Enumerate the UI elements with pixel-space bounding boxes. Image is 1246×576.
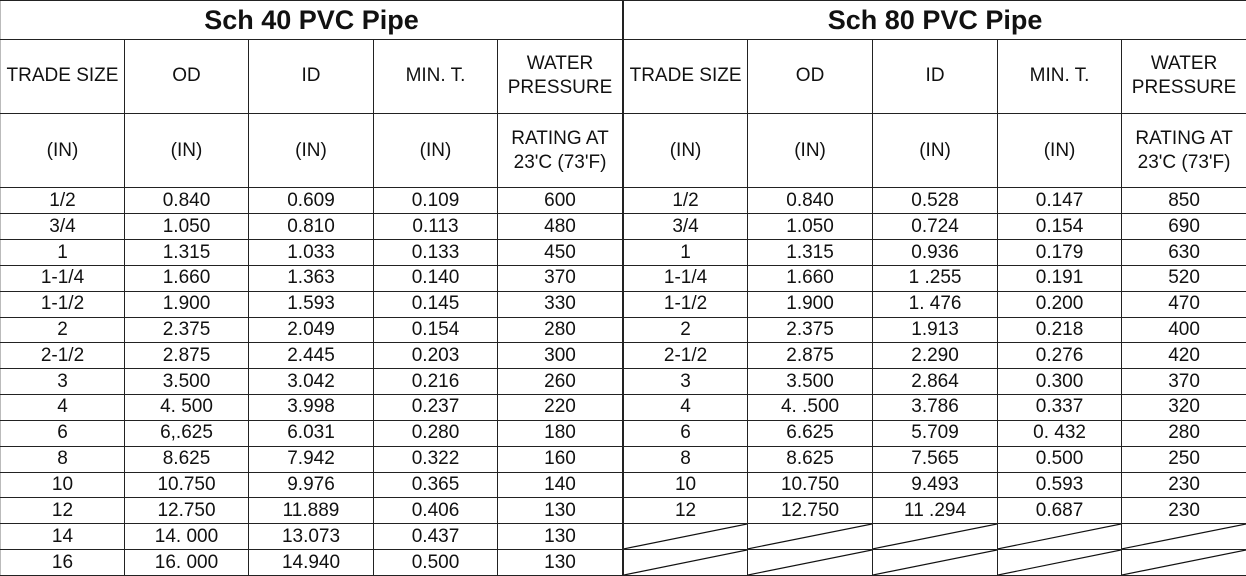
table-row [624,265,1246,291]
unit-pressure-rating: RATING AT 23'C (73'F) [1122,114,1246,188]
table-cell: 140 [498,472,623,498]
table-cell: 2.049 [249,317,374,343]
table-cell: 0.300 [998,369,1122,395]
table-cell: 230 [1122,472,1246,498]
table-cell: 3.786 [873,395,998,421]
table-cell: 370 [498,265,623,291]
table-cell: 3.500 [125,369,249,395]
table-row [1,240,623,266]
table-cell: 2.375 [748,317,873,343]
table-cell: 1.050 [748,214,873,240]
unit-id: (IN) [249,114,374,188]
table-cell: 1.315 [748,240,873,266]
table-cell: 300 [498,343,623,369]
table-cell: 1 .255 [873,265,998,291]
table-cell: 0.140 [374,265,498,291]
unit-trade-size: (IN) [624,114,748,188]
table-cell: 6 [1,420,125,446]
empty-hatched-cell [873,550,998,576]
table-row [1,550,623,576]
table-cell: 4 [624,395,748,421]
table-cell: 1.900 [748,291,873,317]
unit-od: (IN) [125,114,249,188]
table-cell: 2 [624,317,748,343]
table-cell: 0.147 [998,188,1122,214]
table-cell: 130 [498,524,623,550]
table-cell: 0.810 [249,214,374,240]
unit-od: (IN) [748,114,873,188]
table-cell: 3/4 [1,214,125,240]
table-row [1,446,623,472]
table-cell: 630 [1122,240,1246,266]
table-cell: 0.216 [374,369,498,395]
table-cell: 1-1/2 [624,291,748,317]
table-cell: 12 [1,498,125,524]
table-cell: 9.976 [249,472,374,498]
table-cell: 1-1/4 [1,265,125,291]
table-cell: 0.724 [873,214,998,240]
table-cell: 0.154 [998,214,1122,240]
diagonal-line-icon [1122,524,1246,549]
table-cell: 2-1/2 [1,343,125,369]
table-cell: 7.565 [873,446,998,472]
table-cell: 330 [498,291,623,317]
table-cell: 1.900 [125,291,249,317]
table-cell: 14.940 [249,550,374,576]
table-cell: 4. .500 [748,395,873,421]
table-cell: 2.864 [873,369,998,395]
table-cell: 5.709 [873,420,998,446]
table-cell: 3.042 [249,369,374,395]
table-cell: 8.625 [125,446,249,472]
table-cell: 0.609 [249,188,374,214]
header-water-pressure: WATER PRESSURE [498,39,623,114]
table-row [1,524,623,550]
diagonal-line-icon [748,550,872,575]
table-cell: 11 .294 [873,498,998,524]
table-row [624,343,1246,369]
table-cell: 8 [624,446,748,472]
table-cell: 1.050 [125,214,249,240]
table-cell: 10 [624,472,748,498]
table-row [1,395,623,421]
table-cell: 1-1/4 [624,265,748,291]
table-cell: 520 [1122,265,1246,291]
table-row [1,188,623,214]
table-cell: 2.875 [748,343,873,369]
table-cell: 0. 432 [998,420,1122,446]
table-cell: 0.145 [374,291,498,317]
table-cell: 1/2 [624,188,748,214]
header-id: ID [249,39,374,114]
table-cell: 3/4 [624,214,748,240]
table-cell: 6 [624,420,748,446]
empty-hatched-cell [998,550,1122,576]
unit-pressure-rating: RATING AT 23'C (73'F) [498,114,623,188]
table-cell: 12.750 [748,498,873,524]
table-cell: 13.073 [249,524,374,550]
diagonal-line-icon [748,524,872,549]
table-cell: 14. 000 [125,524,249,550]
empty-hatched-cell [748,524,873,550]
table-cell: 0.276 [998,343,1122,369]
table-cell: 450 [498,240,623,266]
table-cell: 4 [1,395,125,421]
table-cell: 0.337 [998,395,1122,421]
table-row [624,369,1246,395]
table-cell: 1.593 [249,291,374,317]
table-cell: 130 [498,550,623,576]
table-cell: 480 [498,214,623,240]
table-cell: 1 [1,240,125,266]
table-row [624,188,1246,214]
header-water-pressure: WATER PRESSURE [1122,39,1246,114]
table-cell: 1-1/2 [1,291,125,317]
table-cell: 420 [1122,343,1246,369]
table-row [1,420,623,446]
table-cell: 0.200 [998,291,1122,317]
diagonal-line-icon [1122,550,1246,575]
table-cell: 0.179 [998,240,1122,266]
table-cell: 2.290 [873,343,998,369]
empty-hatched-cell [1122,550,1246,576]
table-cell: 10.750 [748,472,873,498]
table-cell: 2.875 [125,343,249,369]
sch40-title: Sch 40 PVC Pipe [1,1,623,40]
table-cell: 0.109 [374,188,498,214]
table-row [1,343,623,369]
table-cell: 3 [624,369,748,395]
table-cell: 1/2 [1,188,125,214]
table-cell: 0.237 [374,395,498,421]
unit-trade-size: (IN) [1,114,125,188]
table-cell: 9.493 [873,472,998,498]
table-cell: 0.500 [374,550,498,576]
table-cell: 7.942 [249,446,374,472]
table-cell: 16. 000 [125,550,249,576]
table-cell: 0.154 [374,317,498,343]
table-row [1,317,623,343]
table-cell: 0.406 [374,498,498,524]
empty-hatched-cell [1122,524,1246,550]
table-cell: 16 [1,550,125,576]
table-cell: 320 [1122,395,1246,421]
table-cell: 1.660 [125,265,249,291]
table-cell: 11.889 [249,498,374,524]
table-cell: 160 [498,446,623,472]
table-cell: 0.528 [873,188,998,214]
table-row [1,472,623,498]
header-od: OD [748,39,873,114]
diagonal-line-icon [624,550,747,575]
table-row [1,498,623,524]
table-row [624,524,1246,550]
table-row [1,265,623,291]
diagonal-line-icon [873,524,997,549]
table-row [624,395,1246,421]
table-cell: 0.840 [748,188,873,214]
table-row [624,498,1246,524]
diagonal-line-icon [998,524,1121,549]
table-cell: 0.133 [374,240,498,266]
table-cell: 1.363 [249,265,374,291]
sch40-body [1,188,623,576]
table-cell: 1.033 [249,240,374,266]
table-cell: 1. 476 [873,291,998,317]
empty-hatched-cell [624,550,748,576]
table-cell: 260 [498,369,623,395]
diagonal-line-icon [998,550,1121,575]
table-row [624,550,1246,576]
table-cell: 180 [498,420,623,446]
table-cell: 0.840 [125,188,249,214]
table-row [1,214,623,240]
table-cell: 6.625 [748,420,873,446]
table-cell: 600 [498,188,623,214]
table-cell: 1.660 [748,265,873,291]
table-cell: 370 [1122,369,1246,395]
header-trade-size: TRADE SIZE [624,39,748,114]
header-id: ID [873,39,998,114]
table-cell: 250 [1122,446,1246,472]
table-cell: 0.322 [374,446,498,472]
table-cell: 230 [1122,498,1246,524]
table-cell: 8.625 [748,446,873,472]
table-cell: 0.593 [998,472,1122,498]
table-cell: 850 [1122,188,1246,214]
empty-hatched-cell [748,550,873,576]
table-cell: 10.750 [125,472,249,498]
table-cell: 2.445 [249,343,374,369]
table-cell: 2-1/2 [624,343,748,369]
table-row [624,240,1246,266]
table-cell: 8 [1,446,125,472]
header-min-t: MIN. T. [374,39,498,114]
header-min-t: MIN. T. [998,39,1122,114]
table-cell: 0.191 [998,265,1122,291]
table-cell: 14 [1,524,125,550]
table-cell: 12 [624,498,748,524]
table-cell: 280 [498,317,623,343]
table-cell: 4. 500 [125,395,249,421]
unit-min-t: (IN) [374,114,498,188]
table-row [624,317,1246,343]
table-row [624,446,1246,472]
sch80-body [624,188,1246,576]
empty-hatched-cell [873,524,998,550]
table-cell: 12.750 [125,498,249,524]
table-row [624,291,1246,317]
diagonal-line-icon [873,550,997,575]
unit-min-t: (IN) [998,114,1122,188]
header-od: OD [125,39,249,114]
table-cell: 1.913 [873,317,998,343]
table-cell: 3 [1,369,125,395]
table-cell: 0.280 [374,420,498,446]
table-cell: 0.365 [374,472,498,498]
table-cell: 220 [498,395,623,421]
table-cell: 2 [1,317,125,343]
table-cell: 400 [1122,317,1246,343]
table-cell: 0.437 [374,524,498,550]
diagonal-line-icon [624,524,747,549]
sch80-title: Sch 80 PVC Pipe [624,1,1246,40]
table-row [1,369,623,395]
table-cell: 0.936 [873,240,998,266]
table-cell: 1.315 [125,240,249,266]
table-cell: 0.203 [374,343,498,369]
header-trade-size: TRADE SIZE [1,39,125,114]
table-cell: 130 [498,498,623,524]
table-cell: 280 [1122,420,1246,446]
table-cell: 6.031 [249,420,374,446]
table-cell: 470 [1122,291,1246,317]
table-cell: 0.687 [998,498,1122,524]
table-cell: 690 [1122,214,1246,240]
empty-hatched-cell [998,524,1122,550]
table-cell: 2.375 [125,317,249,343]
table-row [624,214,1246,240]
table-cell: 0.500 [998,446,1122,472]
unit-id: (IN) [873,114,998,188]
table-cell: 0.218 [998,317,1122,343]
table-cell: 10 [1,472,125,498]
table-cell: 0.113 [374,214,498,240]
table-cell: 3.500 [748,369,873,395]
table-row [624,420,1246,446]
table-cell: 3.998 [249,395,374,421]
table-cell: 1 [624,240,748,266]
table-row [624,472,1246,498]
empty-hatched-cell [624,524,748,550]
table-cell: 6,.625 [125,420,249,446]
sch80-table [623,0,1246,576]
table-row [1,291,623,317]
